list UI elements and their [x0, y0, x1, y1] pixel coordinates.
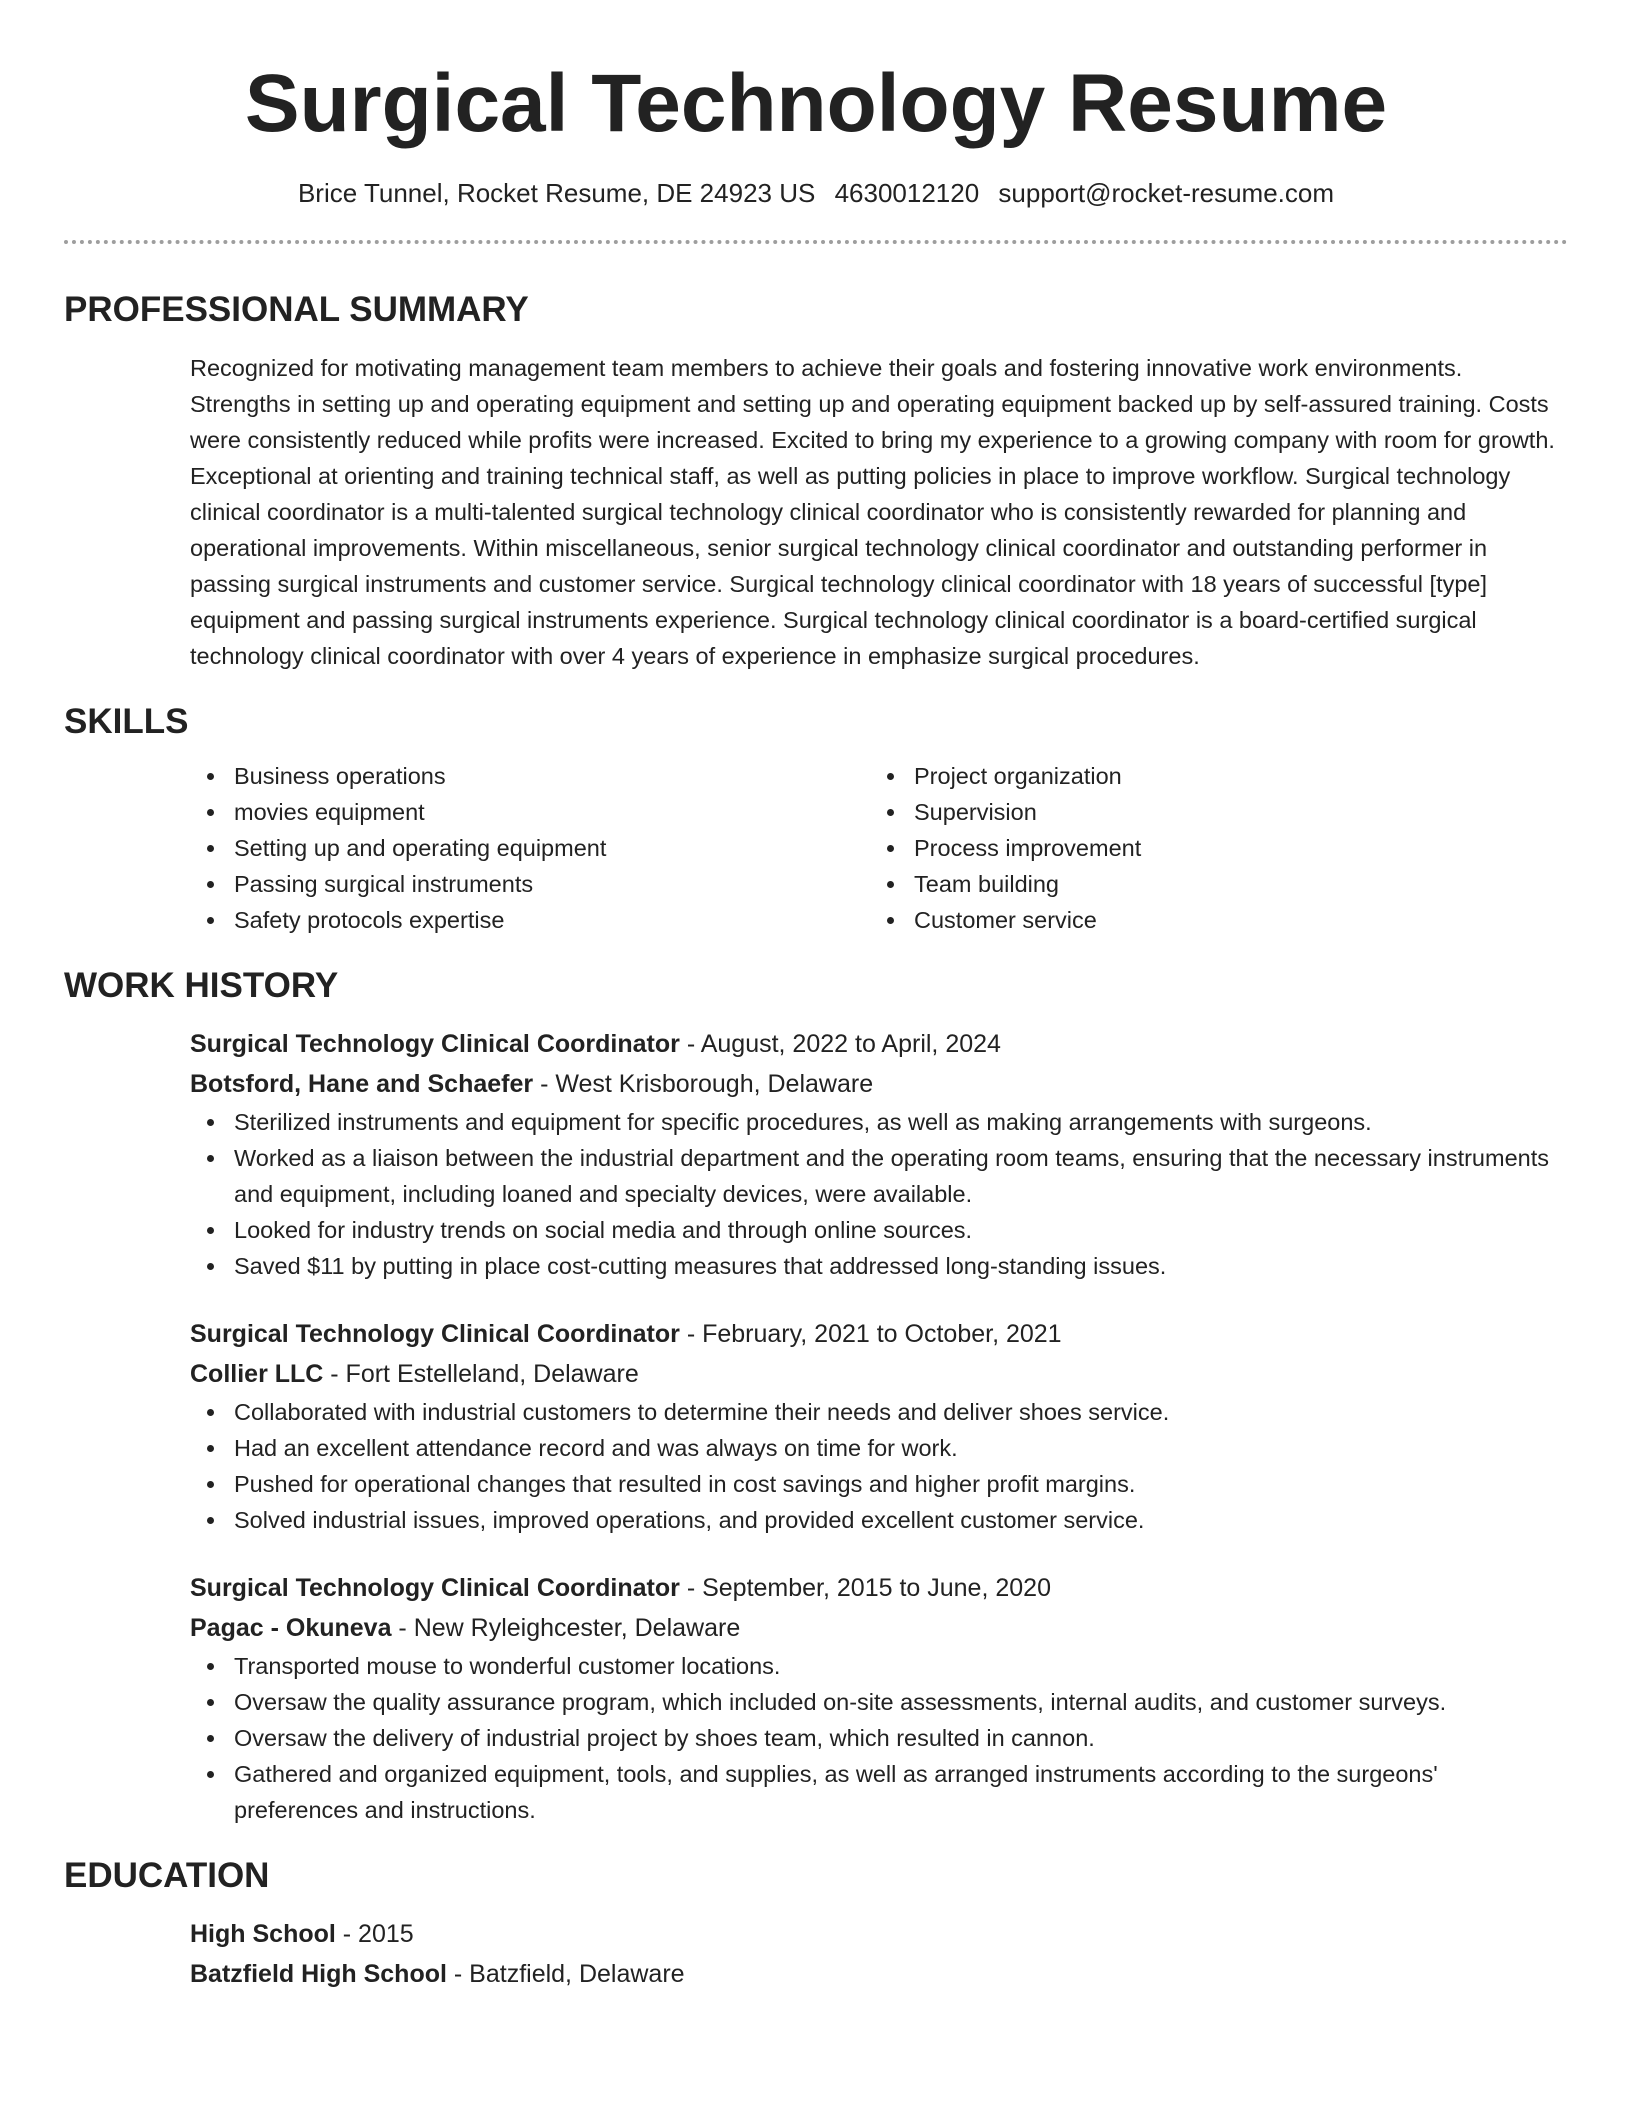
job-title: Surgical Technology Clinical Coordinator	[190, 1574, 680, 1602]
skill-item: Supervision	[870, 794, 1550, 830]
job-bullet: Solved industrial issues, improved operations, and provided excellent customer service.	[190, 1502, 1568, 1538]
contact-phone: 4630012120	[834, 178, 980, 208]
education-school: Batzfield High School	[190, 1960, 447, 1988]
job-bullet: Oversaw the quality assurance program, which included on-site assessments, internal audits, and customer surveys.	[190, 1684, 1568, 1720]
skill-item: Team building	[870, 866, 1550, 902]
education-degree-line	[190, 1914, 1568, 1954]
skill-item: Customer service	[870, 902, 1550, 938]
contact-line	[64, 176, 1568, 210]
education-location: - Batzfield, Delaware	[446, 1960, 685, 1988]
job-company: Collier LLC	[190, 1360, 324, 1388]
job-bullets	[190, 1104, 1568, 1284]
education-entry	[190, 1914, 1568, 1994]
skill-item: Process improvement	[870, 830, 1550, 866]
contact-email: support@rocket-resume.com	[998, 178, 1335, 208]
job-bullet: Transported mouse to wonderful customer locations.	[190, 1648, 1568, 1684]
resume-title: Surgical Technology Resume	[244, 58, 1388, 149]
job-company: Pagac - Okuneva	[190, 1614, 392, 1642]
job-title-line	[190, 1024, 1568, 1064]
skill-item: Safety protocols expertise	[190, 902, 870, 938]
job-bullet: Looked for industry trends on social media and through online sources.	[190, 1212, 1568, 1248]
job-bullet: Collaborated with industrial customers to determine their needs and deliver shoes service.	[190, 1394, 1568, 1430]
job-company-line	[190, 1608, 1568, 1648]
education-year: - 2015	[335, 1920, 414, 1948]
skills-heading: SKILLS	[64, 702, 189, 741]
job-entry	[190, 1314, 1568, 1538]
job-dates: - February, 2021 to October, 2021	[679, 1320, 1062, 1348]
resume-page	[64, 0, 1568, 1994]
job-dates: - August, 2022 to April, 2024	[679, 1030, 1001, 1058]
job-bullet: Worked as a liaison between the industrial department and the operating room teams, ensuring that the necessary instruments and equipment, including loaned and specialty devices, were available.	[190, 1140, 1568, 1212]
job-company-line	[190, 1064, 1568, 1104]
education-school-line	[190, 1954, 1568, 1994]
education-degree: High School	[190, 1920, 336, 1948]
job-title: Surgical Technology Clinical Coordinator	[190, 1030, 680, 1058]
job-bullet: Oversaw the delivery of industrial project by shoes team, which resulted in cannon.	[190, 1720, 1568, 1756]
job-company: Botsford, Hane and Schaefer	[190, 1070, 534, 1098]
job-bullet: Had an excellent attendance record and was always on time for work.	[190, 1430, 1568, 1466]
skills-column-left	[190, 758, 870, 938]
job-entry	[190, 1568, 1568, 1828]
job-title: Surgical Technology Clinical Coordinator	[190, 1320, 680, 1348]
summary-text: Recognized for motivating management team members to achieve their goals and fostering innovative work environments. Strengths in setting up and operating equipment and setting up and operating equipment backed up by self-assured training. Costs were consistently reduced while profits were increased. Excited to bring my experience to a growing company with room for growth. Exceptional at orienting and training technical staff, as well as putting policies in place to improve workflow. Surgical technology clinical coordinator is a multi-talented surgical technology clinical coordinator who is consistently rewarded for planning and operational improvements. Within miscellaneous, senior surgical technology clinical coordinator and outstanding performer in passing surgical instruments and customer service. Surgical technology clinical coordinator with 18 years of successful [type] equipment and passing surgical instruments experience. Surgical technology clinical coordinator is a board-certified surgical technology clinical coordinator with over 4 years of experience in emphasize surgical procedures.	[190, 355, 1555, 669]
job-dates: - September, 2015 to June, 2020	[679, 1574, 1051, 1602]
skill-item: Business operations	[190, 758, 870, 794]
job-location: - Fort Estelleland, Delaware	[323, 1360, 639, 1388]
education-heading: EDUCATION	[64, 1856, 270, 1895]
work-heading: WORK HISTORY	[64, 966, 339, 1005]
skills-column-right	[870, 758, 1550, 938]
job-bullet: Pushed for operational changes that resulted in cost savings and higher profit margins.	[190, 1466, 1568, 1502]
skill-item: Passing surgical instruments	[190, 866, 870, 902]
job-bullets	[190, 1394, 1568, 1538]
summary-heading: PROFESSIONAL SUMMARY	[64, 290, 529, 329]
header-divider	[64, 240, 1568, 244]
job-bullet: Sterilized instruments and equipment for specific procedures, as well as making arrangements with surgeons.	[190, 1104, 1568, 1140]
job-location: - New Ryleighcester, Delaware	[391, 1614, 741, 1642]
job-bullets	[190, 1648, 1568, 1828]
skill-item: Setting up and operating equipment	[190, 830, 870, 866]
job-entry	[190, 1024, 1568, 1284]
skills-list	[190, 758, 1568, 938]
skill-item: Project organization	[870, 758, 1550, 794]
job-title-line	[190, 1568, 1568, 1608]
job-bullet: Gathered and organized equipment, tools, and supplies, as well as arranged instruments according to the surgeons' preferences and instructions.	[190, 1756, 1568, 1828]
job-title-line	[190, 1314, 1568, 1354]
job-company-line	[190, 1354, 1568, 1394]
job-location: - West Krisborough, Delaware	[533, 1070, 874, 1098]
contact-address: Brice Tunnel, Rocket Resume, DE 24923 US	[297, 178, 816, 208]
skill-item: movies equipment	[190, 794, 870, 830]
job-bullet: Saved $11 by putting in place cost-cutting measures that addressed long-standing issues.	[190, 1248, 1568, 1284]
